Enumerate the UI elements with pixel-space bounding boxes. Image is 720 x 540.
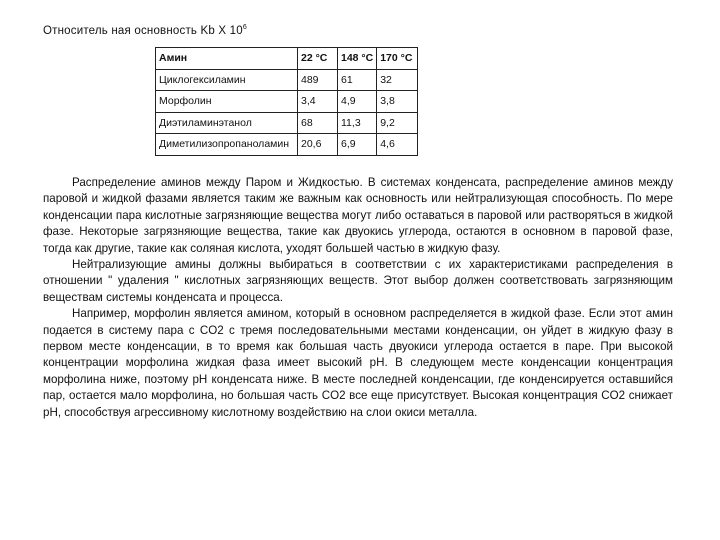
table-row bbox=[156, 112, 418, 134]
table-row bbox=[156, 134, 418, 156]
paragraph-distribution: Распределение аминов между Паром и Жидкостью. В системах конденсата, распределение аминов между паровой и жидкой фазами является таким же важным как основность или нейтрализующая способность. По мере конденсации пара кислотные загрязняющие вещества могут либо оставаться в паровой или растворяться в жидкой фазе. Некоторые загрязняющие вещества, такие как двуокись углерода, остаются в основном в паровой фазе, тогда как другие, такие как соляная кислота, уходят большей частью в жидкую фазу. bbox=[43, 176, 673, 255]
header-temp-22: 22 °C bbox=[298, 48, 338, 70]
heading-exponent: 6 bbox=[242, 24, 247, 31]
table-cell: 3,4 bbox=[298, 91, 338, 113]
body-text bbox=[43, 175, 673, 421]
table-cell: Циклогексиламин bbox=[156, 69, 298, 91]
table-cell: Диметилизопропаноламин bbox=[156, 134, 298, 156]
table-cell: 68 bbox=[298, 112, 338, 134]
table-cell: 6,9 bbox=[338, 134, 377, 156]
table-cell: 9,2 bbox=[377, 112, 418, 134]
header-temp-148: 148 °C bbox=[338, 48, 377, 70]
heading-text: Относитель ная основность Kb X 10 bbox=[43, 25, 243, 37]
table-cell: 61 bbox=[338, 69, 377, 91]
table-cell: 20,6 bbox=[298, 134, 338, 156]
table-cell: 11,3 bbox=[338, 112, 377, 134]
header-amine: Амин bbox=[156, 48, 298, 70]
header-temp-170: 170 °C bbox=[377, 48, 418, 70]
paragraph-morpholine-example: Например, морфолин является амином, который в основном распределяется в жидкой фазе. Если этот амин подается в систему пара с CO2 с тремя последовательными местами конденсации, он уйдет в жидкую фазу в первом месте конденсации, в то время как большая часть двуокиси углерода остается в паре. При высокой концентрации морфолина жидкая фаза имеет высокий pH. В следующем месте конденсации концентрация морфолина ниже, поэтому pH конденсата ниже. В месте последней конденсации, где конденсируется оставшийся пар, остается мало морфолина, но большая часть CO2 все еще присутствует. Высокая концентрация CO2 снижает pH, способствуя агрессивному кислотному воздействию на слои окиси металла. bbox=[43, 307, 673, 419]
table-header-row bbox=[156, 48, 418, 70]
page-heading bbox=[43, 24, 247, 37]
table-row bbox=[156, 91, 418, 113]
paragraph-selection: Нейтрализующие амины должны выбираться в соответствии с их характеристиками распределения в отношении " удаления " кислотных загрязняющих веществ. Этот выбор должен соответствовать загрязняющим веществам системы конденсата и процесса. bbox=[43, 258, 673, 304]
table-row bbox=[156, 69, 418, 91]
table-cell: 4,9 bbox=[338, 91, 377, 113]
amine-basicity-table bbox=[155, 47, 418, 156]
table-cell: 32 bbox=[377, 69, 418, 91]
table-cell: Диэтиламинэтанол bbox=[156, 112, 298, 134]
table-cell: 3,8 bbox=[377, 91, 418, 113]
table-cell: 489 bbox=[298, 69, 338, 91]
table-cell: Морфолин bbox=[156, 91, 298, 113]
table-cell: 4,6 bbox=[377, 134, 418, 156]
